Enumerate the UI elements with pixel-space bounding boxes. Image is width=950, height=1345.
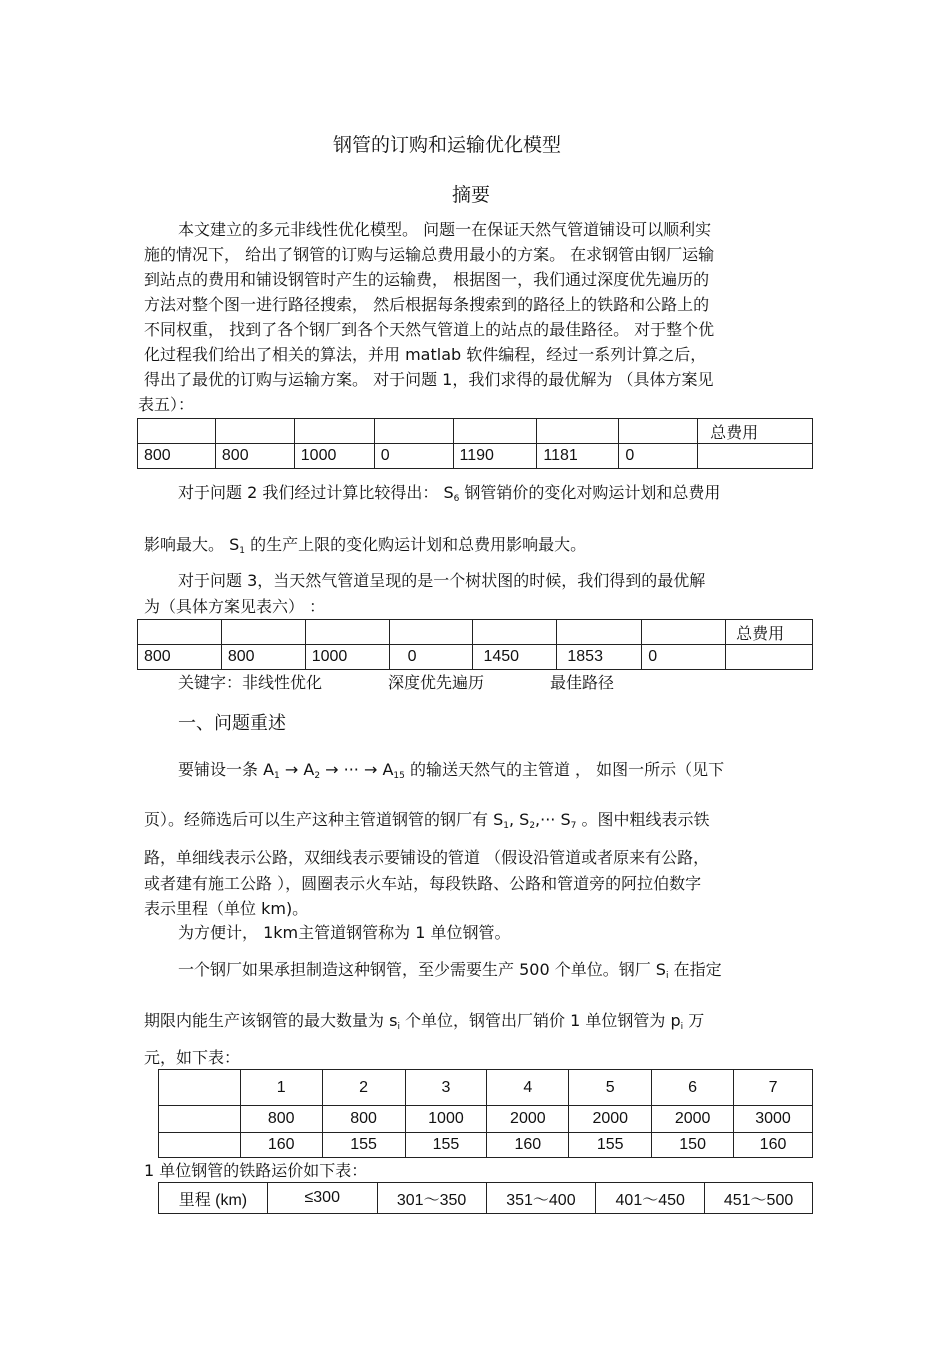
table-cell: 800 [138,444,216,469]
subscript: 6 [453,494,460,504]
s1-paragraph-line: 表示里程（单位 km)。 [144,899,309,918]
text: 期限内能生产该钢管的最大数量为 s [144,1011,398,1030]
text: , S [508,810,530,829]
table-row [138,419,813,444]
table-cell [473,620,557,645]
rail-price-table [158,1182,813,1214]
s1-paragraph-line: 元，如下表： [144,1048,241,1067]
table-row [159,1183,813,1214]
table-header-total-cost: 总费用 [726,620,813,645]
table-cell: 0 [389,645,473,670]
q2-line-1-b: 钢管销价的变化对购运计划和总费用 [459,483,721,502]
table-cell: 5 [569,1070,652,1106]
table-cell: 1181 [537,444,619,469]
s1-paragraph-line: 或者建有施工公路 ），圆圈表示火车站，每段铁路、公路和管道旁的阿拉伯数字 [144,874,702,893]
table-cell: 1000 [294,444,374,469]
table-header-total-cost: 总费用 [698,419,813,444]
table-row [138,444,813,469]
text: → A [279,760,315,779]
table-cell: 401～450 [596,1183,705,1214]
table-cell: 155 [322,1133,405,1158]
result-table-2 [137,619,813,670]
table-cell: 0 [619,444,698,469]
s1-paragraph-line: 路，单细线表示公路，双细线表示要铺设的管道 （假设沿管道或者原来有公路， [144,848,710,867]
subscript: 7 [570,821,577,831]
abstract-line: 得出了最优的订购与运输方案。 对于问题 1，我们求得的最优解为 （具体方案见 [144,370,714,389]
table-cell [305,620,389,645]
q2-line-1-a: 对于问题 2 我们经过计算比较得出： S [178,483,454,502]
table-cell: 301～350 [377,1183,486,1214]
text: 页）。经筛选后可以生产这种主管道钢管的钢厂有 S [144,810,504,829]
table-cell [374,419,453,444]
table-cell: 1000 [305,645,389,670]
text: 要铺设一条 A [178,760,275,779]
table-row [159,1133,813,1158]
table-cell: 800 [240,1106,322,1133]
section-heading: 一、问题重述 [178,713,286,734]
table-cell: 2 [322,1070,405,1106]
subscript: i [665,971,669,981]
table-cell: 3000 [734,1106,813,1133]
text: 在指定 [668,960,722,979]
table-cell: 1000 [405,1106,487,1133]
table-cell [215,419,294,444]
table-cell [642,620,726,645]
s1-paragraph-line [178,957,722,989]
keywords-label: 关键字：非线性优化 [178,673,323,692]
table-cell: 2000 [487,1106,569,1133]
keyword: 最佳路径 [550,673,615,692]
table-cell: 155 [405,1133,487,1158]
keyword: 深度优先遍历 [388,673,485,692]
abstract-line: 化过程我们给出了相关的算法，并用 matlab 软件编程，经过一系列计算之后， [144,345,707,364]
table-cell: 800 [322,1106,405,1133]
subscript: 1 [239,546,245,556]
table-cell: 150 [652,1133,734,1158]
table-cell [138,419,216,444]
table-cell [537,419,619,444]
abstract-line: 不同权重， 找到了各个钢厂到各个天然气管道上的站点的最佳路径。 对于整个优 [144,320,715,339]
subscript: i [680,1022,684,1032]
table-cell [389,620,473,645]
abstract-line: 施的情况下， 给出了钢管的订购与运输总费用最小的方案。 在求钢管由钢厂运输 [144,245,715,264]
table-cell: 2000 [569,1106,652,1133]
table-cell [159,1070,241,1106]
table-cell [698,444,813,469]
table-cell [619,419,698,444]
table-cell: 800 [221,645,305,670]
table-cell: 0 [642,645,726,670]
table-cell: 351～400 [486,1183,596,1214]
table-cell: 2000 [652,1106,734,1133]
subscript: 2 [529,821,536,831]
s1-paragraph-line: 为方便计， 1km主管道钢管称为 1 单位钢管。 [178,923,511,942]
table-cell [221,620,305,645]
table-cell: 1190 [453,444,537,469]
table-cell: 1 [240,1070,322,1106]
text: → ··· → A [320,760,394,779]
abstract-line: 本文建立的多元非线性优化模型。 问题一在保证天然气管道铺设可以顺利实 [178,220,712,239]
text: 个单位，钢管出厂销价 1 单位钢管为 p [399,1011,681,1030]
subscript: 15 [393,771,405,781]
table-cell: 6 [652,1070,734,1106]
q2-line-1 [178,480,720,512]
table-row [159,1106,813,1133]
abstract-line: 方法对整个图一进行路径搜索， 然后根据每条搜索到的路径上的铁路和公路上的 [144,295,710,314]
s1-paragraph-line [144,1008,704,1040]
table-cell [453,419,537,444]
table-cell: 800 [138,645,222,670]
steel-mill-table [158,1069,813,1158]
table-cell [294,419,374,444]
page-title: 钢管的订购和运输优化模型 [333,134,562,156]
q3-line: 对于问题 3，当天然气管道呈现的是一个树状图的时候，我们得到的最优解 [178,571,706,590]
text: ,··· S [535,810,571,829]
subscript: 2 [314,771,321,781]
table-cell: 160 [734,1133,813,1158]
table-row [159,1070,813,1106]
table-cell: 155 [569,1133,652,1158]
subscript: 1 [503,821,509,831]
s1-paragraph-line [144,807,709,839]
table-cell: 800 [215,444,294,469]
table-cell: 里程 (km) [159,1183,268,1214]
q2-line-2 [144,532,586,564]
text: 。图中粗线表示铁 [576,810,710,829]
table-cell [557,620,642,645]
q3-line: 为（具体方案见表六） ： [144,597,326,616]
abstract-line: 到站点的费用和铺设钢管时产生的运输费， 根据图一，我们通过深度优先遍历的 [144,270,710,289]
table-row [138,645,813,670]
table-cell: 7 [734,1070,813,1106]
table-cell: 0 [374,444,453,469]
table-cell: 1450 [473,645,557,670]
q2-line-2-a: 影响最大。 S [144,535,240,554]
table-cell: 3 [405,1070,487,1106]
table-row [138,620,813,645]
table-cell: 451～500 [705,1183,813,1214]
table-cell: 1853 [557,645,642,670]
table-cell: 160 [240,1133,322,1158]
table-cell [159,1133,241,1158]
table-cell: 160 [487,1133,569,1158]
table-cell: ≤300 [267,1183,377,1214]
abstract-line: 表五）： [138,395,195,414]
table-cell [159,1106,241,1133]
table-cell: 4 [487,1070,569,1106]
table-cell [138,620,222,645]
text: 的输送天然气的主管道 ， 如图一所示（见下 [404,760,725,779]
text: 万 [683,1011,705,1030]
result-table-1 [137,418,813,469]
text: 一个钢厂如果承担制造这种钢管，至少需要生产 500 个单位。钢厂 S [178,960,666,979]
table-cell [726,645,813,670]
abstract-heading: 摘要 [452,184,491,206]
q2-line-2-b: 的生产上限的变化购运计划和总费用影响最大。 [244,535,587,554]
s1-paragraph-line [178,757,724,789]
subscript: i [397,1022,400,1032]
rail-price-caption: 1 单位钢管的铁路运价如下表： [144,1161,368,1180]
subscript: 1 [274,771,280,781]
